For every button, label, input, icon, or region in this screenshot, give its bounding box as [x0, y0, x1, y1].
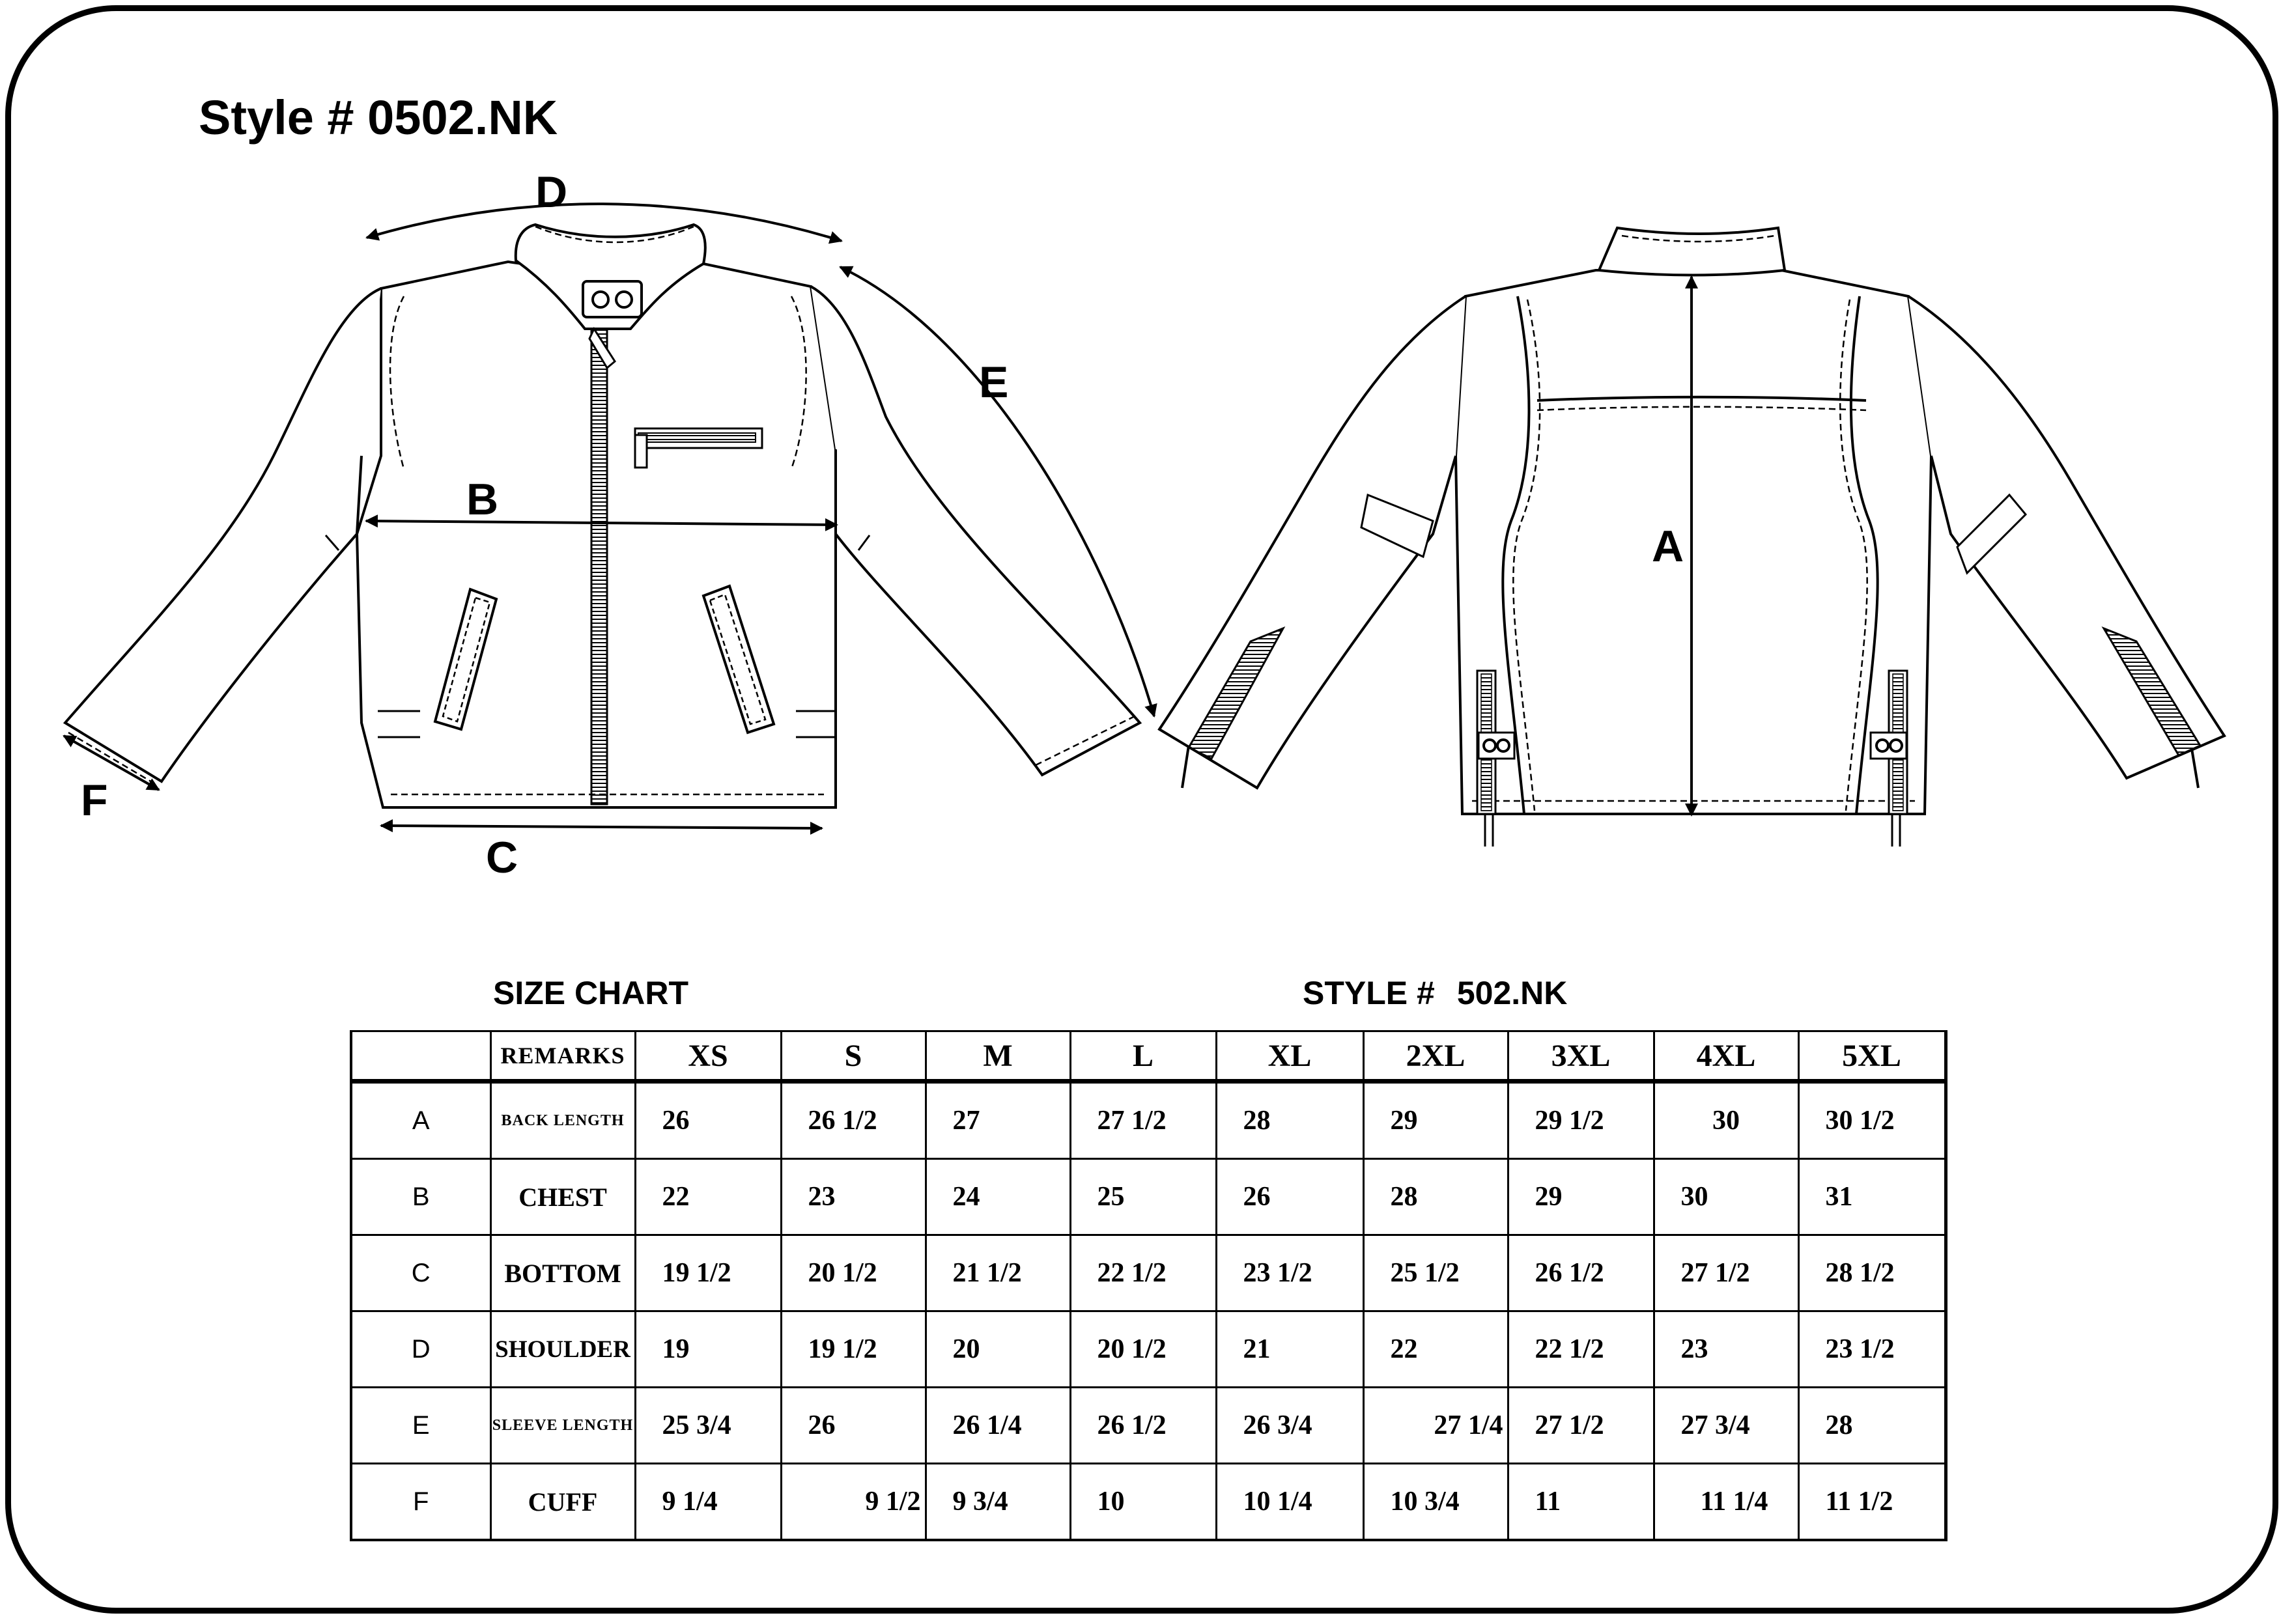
front-view-drawing — [65, 225, 1140, 807]
value-cell: 20 1/2 — [781, 1235, 926, 1311]
header-size-s: S — [781, 1031, 926, 1082]
table-header-row — [351, 1031, 1946, 1082]
header-blank-cell — [351, 1031, 490, 1082]
value-cell: 20 — [926, 1311, 1070, 1388]
header-size-xl: XL — [1216, 1031, 1363, 1082]
dimension-label-f: F — [81, 776, 108, 825]
value-cell: 30 1/2 — [1798, 1082, 1946, 1159]
value-cell: 25 1/2 — [1363, 1235, 1508, 1311]
value-cell: 26 1/2 — [1508, 1235, 1654, 1311]
header-size-4xl: 4XL — [1654, 1031, 1798, 1082]
value-cell: 27 — [926, 1082, 1070, 1159]
value-cell: 22 1/2 — [1508, 1311, 1654, 1388]
row-remark: BACK LENGTH — [490, 1082, 635, 1159]
style-number-prefix: STYLE # — [1303, 975, 1435, 1011]
value-cell: 9 3/4 — [926, 1464, 1070, 1541]
value-cell: 22 — [635, 1159, 781, 1235]
value-cell: 10 3/4 — [1363, 1464, 1508, 1541]
row-letter: D — [351, 1311, 490, 1388]
value-cell: 30 — [1654, 1159, 1798, 1235]
row-letter: F — [351, 1464, 490, 1541]
value-cell: 23 1/2 — [1216, 1235, 1363, 1311]
value-cell: 28 — [1216, 1082, 1363, 1159]
value-cell: 26 1/4 — [926, 1388, 1070, 1464]
value-cell: 11 1/4 — [1654, 1464, 1798, 1541]
row-remark: CHEST — [490, 1159, 635, 1235]
value-cell: 29 1/2 — [1508, 1082, 1654, 1159]
header-size-xs: XS — [635, 1031, 781, 1082]
table-row-cuff — [351, 1464, 1946, 1541]
value-cell: 27 1/2 — [1654, 1235, 1798, 1311]
table-row-bottom — [351, 1235, 1946, 1311]
header-size-m: M — [926, 1031, 1070, 1082]
value-cell: 27 1/4 — [1363, 1388, 1508, 1464]
value-cell: 26 — [1216, 1159, 1363, 1235]
row-remark: SHOULDER — [490, 1311, 635, 1388]
dimension-label-a: A — [1652, 522, 1684, 571]
value-cell: 25 3/4 — [635, 1388, 781, 1464]
table-row-sleeve-length — [351, 1388, 1946, 1464]
header-size-2xl: 2XL — [1363, 1031, 1508, 1082]
value-cell: 28 — [1363, 1159, 1508, 1235]
value-cell: 25 — [1070, 1159, 1216, 1235]
style-number-value: 502.NK — [1456, 975, 1568, 1011]
value-cell: 21 1/2 — [926, 1235, 1070, 1311]
style-number-label — [1303, 974, 1567, 1012]
row-letter: A — [351, 1082, 490, 1159]
dimension-label-e: E — [979, 357, 1009, 407]
header-remarks: REMARKS — [490, 1031, 635, 1082]
value-cell: 22 — [1363, 1311, 1508, 1388]
value-cell: 27 1/2 — [1070, 1082, 1216, 1159]
value-cell: 26 3/4 — [1216, 1388, 1363, 1464]
value-cell: 23 — [781, 1159, 926, 1235]
header-size-l: L — [1070, 1031, 1216, 1082]
value-cell: 30 — [1654, 1082, 1798, 1159]
value-cell: 26 — [635, 1082, 781, 1159]
row-letter: C — [351, 1235, 490, 1311]
value-cell: 20 1/2 — [1070, 1311, 1216, 1388]
row-letter: E — [351, 1388, 490, 1464]
value-cell: 19 1/2 — [635, 1235, 781, 1311]
style-title: Style # 0502.NK — [199, 91, 558, 145]
value-cell: 28 — [1798, 1388, 1946, 1464]
table-row-back-length — [351, 1082, 1946, 1159]
value-cell: 10 — [1070, 1464, 1216, 1541]
value-cell: 29 — [1508, 1159, 1654, 1235]
value-cell: 29 — [1363, 1082, 1508, 1159]
row-remark: CUFF — [490, 1464, 635, 1541]
value-cell: 11 1/2 — [1798, 1464, 1946, 1541]
value-cell: 23 1/2 — [1798, 1311, 1946, 1388]
value-cell: 26 1/2 — [781, 1082, 926, 1159]
table-row-shoulder — [351, 1311, 1946, 1388]
size-chart-table — [350, 1030, 1947, 1541]
header-size-5xl: 5XL — [1798, 1031, 1946, 1082]
value-cell: 10 1/4 — [1216, 1464, 1363, 1541]
dimension-label-b: B — [466, 475, 499, 524]
value-cell: 19 — [635, 1311, 781, 1388]
value-cell: 27 1/2 — [1508, 1388, 1654, 1464]
row-letter: B — [351, 1159, 490, 1235]
value-cell: 27 3/4 — [1654, 1388, 1798, 1464]
value-cell: 11 — [1508, 1464, 1654, 1541]
value-cell: 24 — [926, 1159, 1070, 1235]
size-chart-label: SIZE CHART — [493, 975, 688, 1011]
dimension-label-c: C — [486, 833, 518, 882]
value-cell: 26 — [781, 1388, 926, 1464]
table-row-chest — [351, 1159, 1946, 1235]
header-size-3xl: 3XL — [1508, 1031, 1654, 1082]
dimension-label-d: D — [535, 167, 568, 217]
value-cell: 28 1/2 — [1798, 1235, 1946, 1311]
value-cell: 23 — [1654, 1311, 1798, 1388]
value-cell: 31 — [1798, 1159, 1946, 1235]
value-cell: 21 — [1216, 1311, 1363, 1388]
value-cell: 19 1/2 — [781, 1311, 926, 1388]
value-cell: 9 1/4 — [635, 1464, 781, 1541]
value-cell: 26 1/2 — [1070, 1388, 1216, 1464]
row-remark: SLEEVE LENGTH — [490, 1388, 635, 1464]
value-cell: 22 1/2 — [1070, 1235, 1216, 1311]
row-remark: BOTTOM — [490, 1235, 635, 1311]
value-cell: 9 1/2 — [781, 1464, 926, 1541]
